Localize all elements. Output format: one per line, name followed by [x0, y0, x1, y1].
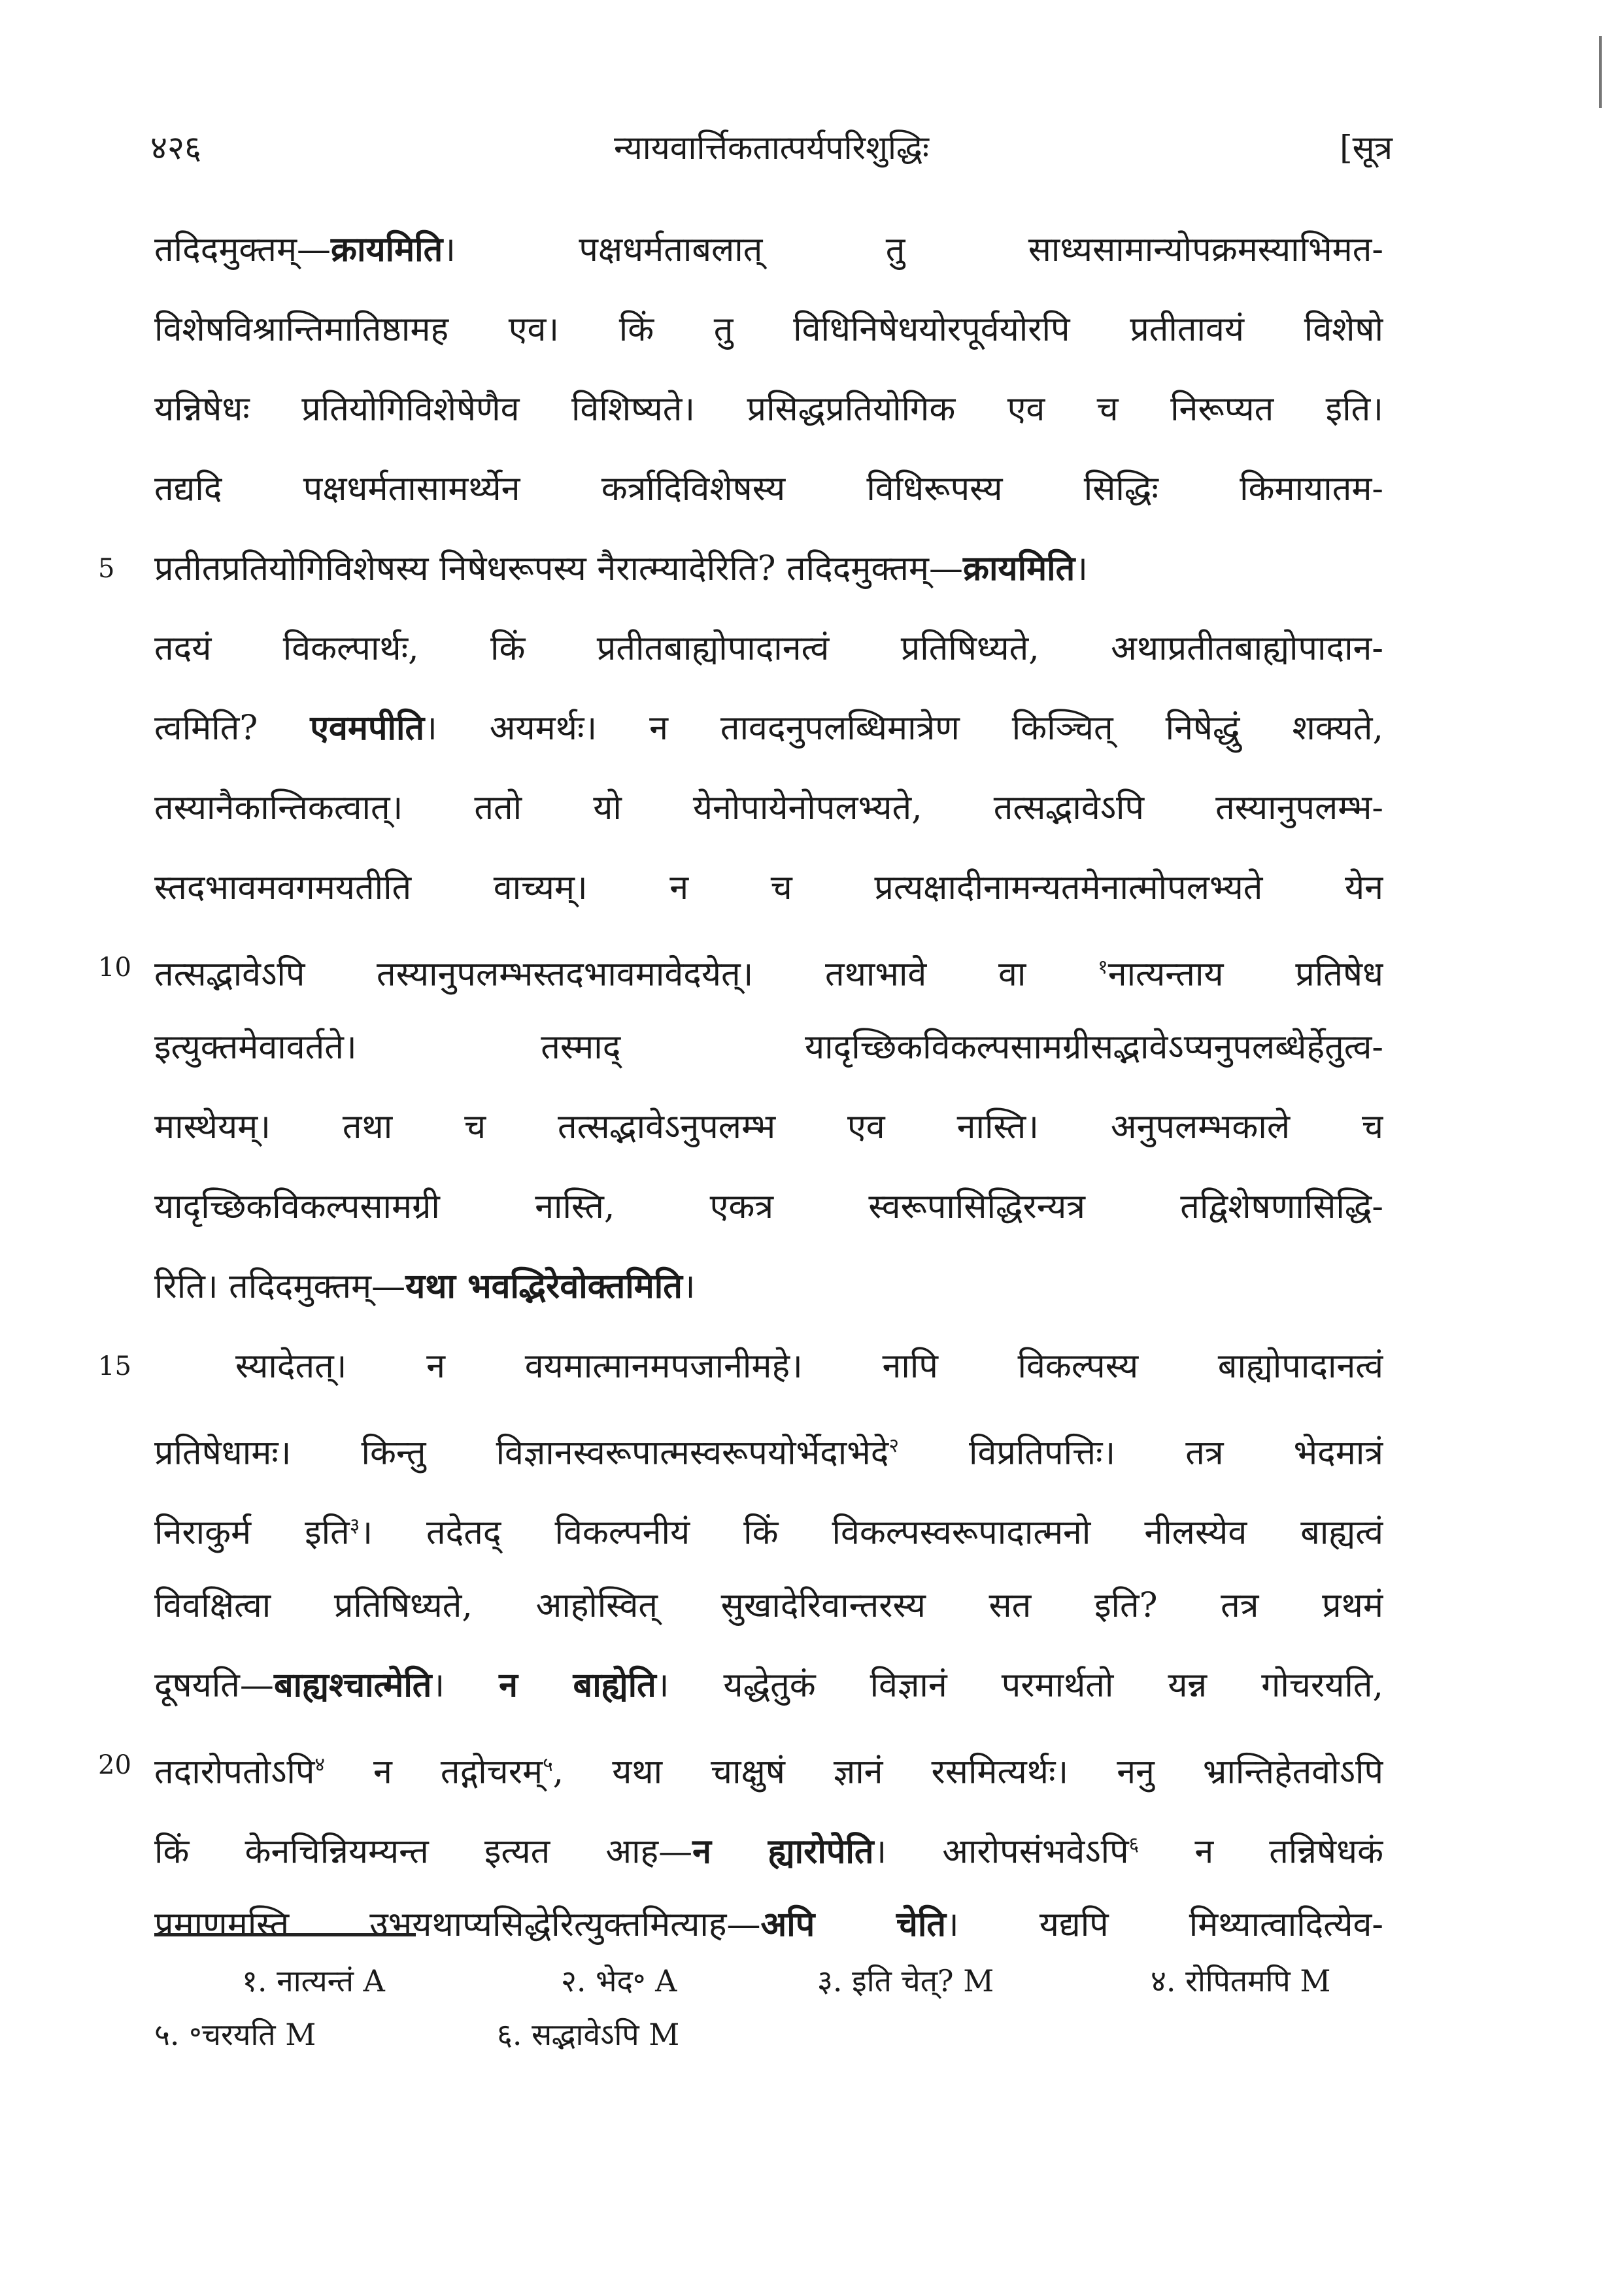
text-segment: निराकुर्म इति	[154, 1513, 350, 1553]
text-line	[154, 1487, 1383, 1565]
text-segment: यादृच्छिकविकल्पसामग्री नास्ति, एकत्र स्वरूपासिद्धिरन्यत्र तद्विशेषणासिद्धि-	[154, 1187, 1383, 1226]
text-segment: स्तदभावमवगमयतीति वाच्यम्। न च प्रत्यक्षादीनामन्यतमेनात्मोपलभ्यते येन	[154, 868, 1383, 907]
footnote-ref: १	[1098, 956, 1108, 979]
footnote-ref: २	[888, 1434, 899, 1457]
line-number: 15	[98, 1351, 131, 1381]
text-segment: प्रतीतप्रतियोगिविशेषस्य निषेधरूपस्य नैरात्म्यादेरिति? तदिदमुक्तम्—	[154, 549, 964, 588]
text-line	[154, 1168, 1383, 1246]
text-segment: तदयं विकल्पार्थः, किं प्रतीतबाह्योपादानत्वं प्रतिषिध्यते, अथाप्रतीतबाह्योपादान-	[154, 629, 1383, 668]
footnote-1: १. नात्यन्तं A	[242, 1963, 385, 1999]
text-segment: ।	[431, 1666, 499, 1705]
text-line	[154, 290, 1383, 369]
bold-lemma: बाह्यश्चात्मेति	[273, 1665, 432, 1705]
page-number: ४२६	[150, 129, 201, 167]
text-line	[154, 1088, 1383, 1166]
footnote-6: ६. सद्भावेऽपि M	[497, 2017, 680, 2052]
footnote-2: २. भेद॰ A	[561, 1963, 677, 1999]
text-segment: विप्रतिपत्तिः। तत्र भेदमात्रं	[899, 1433, 1383, 1473]
text-segment: मास्थेयम्। तथा च तत्सद्भावेऽनुपलम्भ एव नास्ति। अनुपलम्भकाले च	[154, 1107, 1383, 1147]
text-line	[154, 609, 1383, 688]
text-segment: यन्निषेधः प्रतियोगिविशेषेणैव विशिष्यते। प्रसिद्धप्रतियोगिक एव च निरूप्यत इति।	[154, 390, 1383, 429]
text-segment: न तन्निषेधकं	[1139, 1832, 1383, 1872]
bold-lemma: यथा भवद्भिरेवोक्तमिति	[405, 1266, 683, 1306]
footnote-4: ४. रोपितमपि M	[1151, 1963, 1331, 1999]
bold-lemma: न ह्यारोपेति	[692, 1831, 874, 1872]
text-segment: । तदेतद् विकल्पनीयं किं विकल्पस्वरूपादात्मनो नीलस्येव बाह्यत्वं	[360, 1513, 1383, 1553]
text-segment: विशेषविश्रान्तिमातिष्ठामह एव। किं तु विधिनिषेधयोरपूर्वयोरपि प्रतीतावयं विशेषो	[154, 310, 1383, 349]
text-segment: । पक्षधर्मताबलात् तु साध्यसामान्योपक्रमस्याभिमत-	[443, 230, 1383, 269]
text-line	[154, 689, 1383, 768]
bold-lemma: अपि चेति	[760, 1904, 947, 1944]
bold-lemma: एवमपीति	[310, 708, 425, 748]
text-segment: विवक्षित्वा प्रतिषिध्यते, आहोस्वित् सुखादेरिवान्तरस्य सत इति? तत्र प्रथमं	[154, 1586, 1383, 1625]
scan-edge-mark	[1599, 36, 1602, 108]
text-line	[154, 769, 1383, 847]
section-label: [सूत्र	[1340, 129, 1393, 167]
footnote-rule	[154, 1933, 416, 1936]
footnote-ref: ६	[1128, 1833, 1140, 1856]
bold-lemma: क्रायमिति	[963, 549, 1075, 588]
text-segment: तस्यानैकान्तिकत्वात्। ततो यो येनोपायेनोपलभ्यते, तत्सद्भावेऽपि तस्यानुपलम्भ-	[154, 788, 1383, 828]
text-line	[154, 1646, 1383, 1725]
text-segment: । अयमर्थः। न तावदनुपलब्धिमात्रेण किञ्चित् निषेद्धुं शक्यते,	[424, 709, 1383, 748]
text-line	[154, 1885, 1383, 1964]
text-segment: तत्सद्भावेऽपि तस्यानुपलम्भस्तदभावमावेदयेत्। तथाभावे वा	[154, 954, 1098, 994]
text-line	[154, 849, 1383, 927]
bold-lemma: न बाह्येति	[499, 1665, 656, 1705]
text-line	[154, 1247, 1383, 1326]
text-line	[154, 1726, 1383, 1804]
footnote-3: ३. इति चेत्? M	[817, 1963, 994, 1999]
footnote-ref: ५	[543, 1753, 553, 1776]
text-line	[154, 530, 1383, 608]
running-title: न्यायवार्त्तिकतात्पर्यपरिशुद्धिः	[614, 129, 929, 167]
text-segment: , यथा चाक्षुषं ज्ञानं रसमित्यर्थः। ननु भ्रान्तिहेतवोऽपि	[552, 1752, 1383, 1792]
line-number: 5	[98, 554, 115, 584]
text-segment: त्वमिति?	[154, 709, 311, 748]
text-segment: किं केनचिन्नियम्यन्त इत्यत आह—	[154, 1832, 693, 1872]
line-number: 10	[98, 953, 131, 983]
text-segment: प्रमाणमस्ति उभयथाप्यसिद्धेरित्युक्तमित्याह—	[154, 1905, 761, 1944]
footnote-ref: ४	[314, 1753, 325, 1776]
bold-lemma: क्रायमिति	[331, 229, 443, 269]
line-number: 20	[98, 1750, 131, 1780]
text-line	[154, 370, 1383, 448]
text-line	[154, 211, 1383, 289]
text-segment: तदिदमुक्तम्—	[154, 230, 331, 269]
text-segment: प्रतिषेधामः। किन्तु विज्ञानस्वरूपात्मस्वरूपयोर्भेदाभेदे	[154, 1433, 889, 1473]
text-line	[154, 450, 1383, 528]
text-segment: दूषयति—	[154, 1666, 274, 1705]
text-segment: नात्यन्ताय प्रतिषेध	[1107, 954, 1383, 994]
text-segment: । आरोपसंभवेऽपि	[873, 1832, 1129, 1872]
footnote-ref: ३	[349, 1514, 360, 1537]
running-header	[150, 124, 1393, 183]
text-segment: स्यादेतत्। न वयमात्मानमपजानीमहे। नापि विकल्पस्य बाह्योपादानत्वं	[235, 1347, 1383, 1386]
text-line	[154, 1407, 1383, 1485]
text-segment: तद्यदि पक्षधर्मतासामर्थ्येन कर्त्रादिविशेषस्य विधिरूपस्य सिद्धिः किमायातम-	[154, 469, 1383, 509]
text-segment: ।	[682, 1267, 696, 1306]
text-segment: । यद्धेतुकं विज्ञानं परमार्थतो यन्न गोचरयति,	[656, 1666, 1383, 1705]
footnote-5: ५. ॰चरयति M	[154, 2017, 316, 2052]
text-line	[154, 928, 1383, 1007]
text-segment: इत्युक्तमेवावर्तते। तस्माद् यादृच्छिकविकल्पसामग्रीसद्भावेऽप्यनुपलब्धेर्हेतुत्व-	[154, 1028, 1383, 1067]
text-line	[154, 1806, 1383, 1884]
text-segment: । यद्यपि मिथ्यात्वादित्येव-	[946, 1905, 1383, 1944]
text-segment: तदारोपतोऽपि	[154, 1752, 315, 1792]
text-line	[154, 1566, 1383, 1645]
text-line	[235, 1327, 1383, 1406]
text-segment: रिति। तदिदमुक्तम्—	[154, 1267, 406, 1306]
text-segment: ।	[1075, 549, 1088, 588]
text-segment: न तद्गोचरम्	[325, 1752, 543, 1792]
text-line	[154, 1008, 1383, 1087]
